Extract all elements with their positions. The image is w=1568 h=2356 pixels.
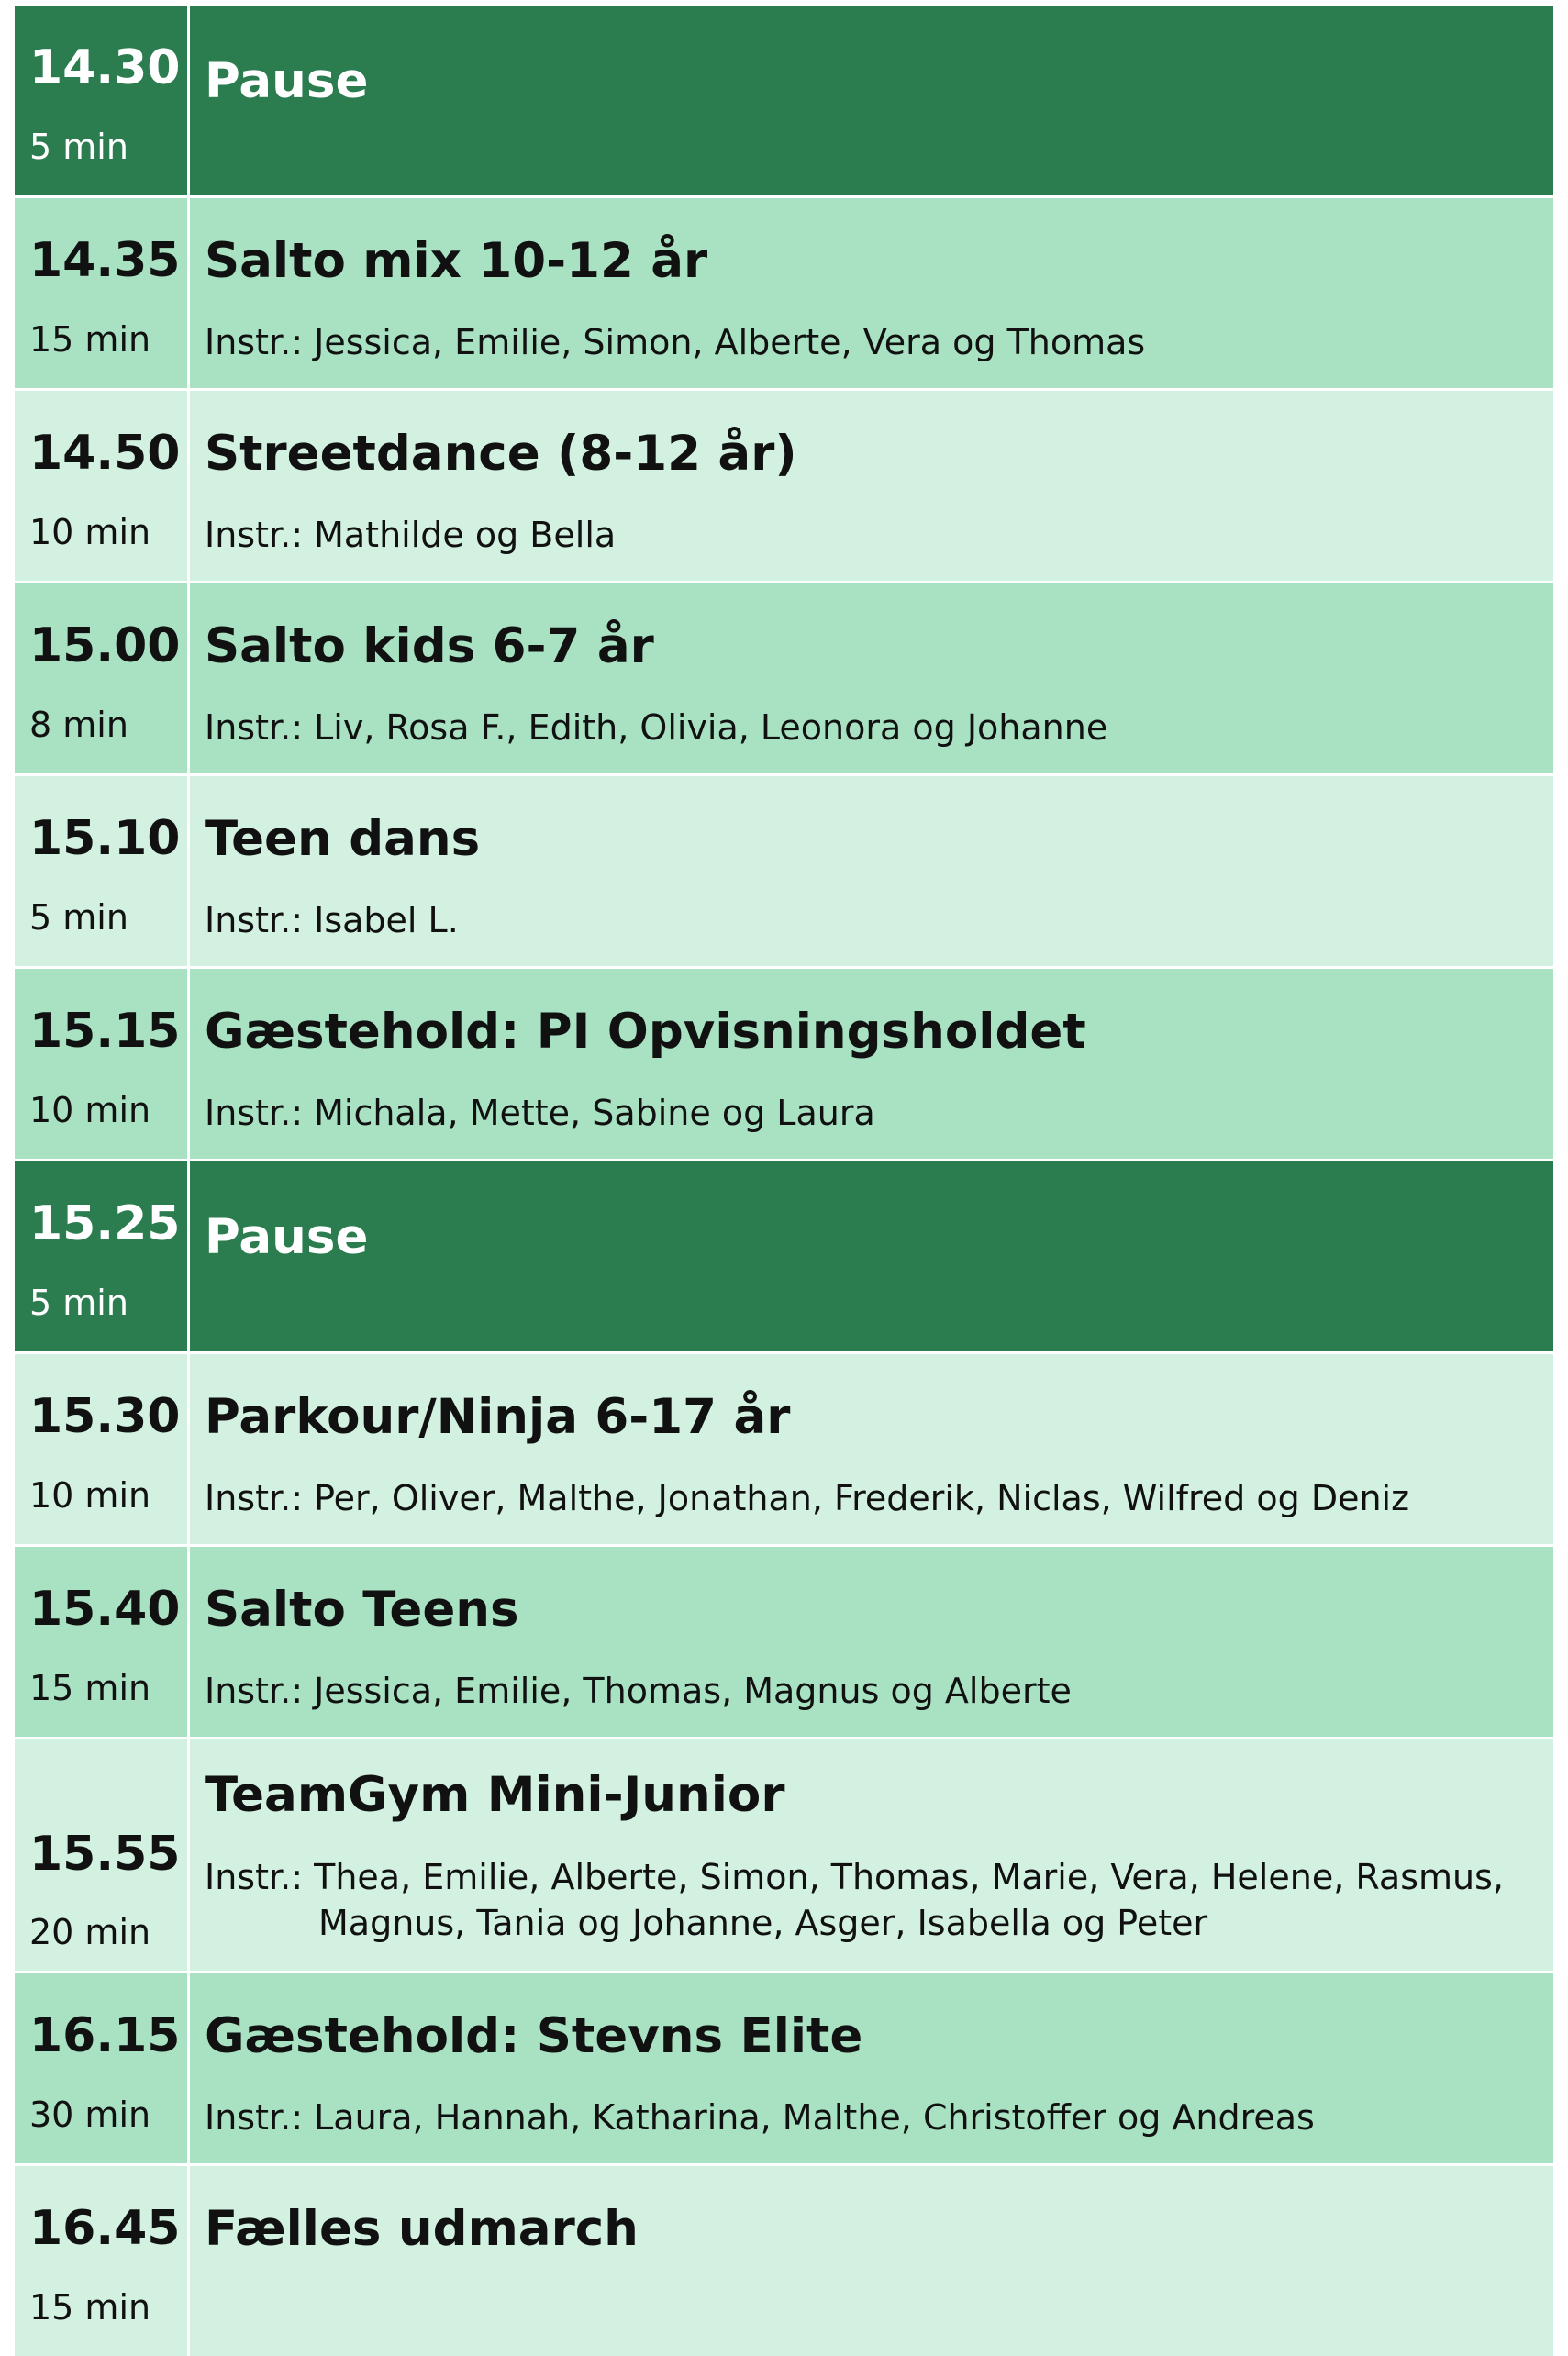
instructors-names: Jessica, Emilie, Thomas, Magnus og Alberte <box>314 1671 1072 1711</box>
start-time: 14.50 <box>29 426 181 481</box>
time-cell <box>15 583 187 773</box>
instructors <box>205 897 459 943</box>
instructors <box>205 1475 1409 1521</box>
schedule-row <box>15 1739 1553 1971</box>
event-cell <box>190 391 1553 581</box>
time-cell <box>15 1547 187 1737</box>
schedule-row-pause <box>15 6 1553 195</box>
time-cell <box>15 6 187 195</box>
time-cell <box>15 391 187 581</box>
program-schedule <box>15 6 1553 2356</box>
start-time: 15.10 <box>29 811 181 866</box>
event-title: Pause <box>205 1209 369 1265</box>
time-cell <box>15 1973 187 2163</box>
event-title: Streetdance (8-12 år) <box>205 426 797 482</box>
schedule-row <box>15 1547 1553 1737</box>
instructors-label: Instr.: <box>205 322 304 362</box>
event-title: Fælles udmarch <box>205 2201 639 2257</box>
start-time: 15.55 <box>29 1827 181 1882</box>
duration: 10 min <box>29 1475 151 1516</box>
event-cell <box>190 969 1553 1159</box>
instructors <box>205 1090 875 1136</box>
instructors-names: Laura, Hannah, Katharina, Malthe, Christoffer og Andreas <box>314 2097 1315 2138</box>
instructors <box>205 2095 1315 2140</box>
event-cell <box>190 1161 1553 1351</box>
time-cell <box>15 776 187 966</box>
duration: 5 min <box>29 897 128 938</box>
start-time: 15.00 <box>29 618 181 673</box>
event-cell <box>190 776 1553 966</box>
time-cell <box>15 1739 187 1971</box>
event-title: Parkour/Ninja 6-17 år <box>205 1389 791 1445</box>
instructors-label: Instr.: <box>205 900 304 940</box>
time-cell <box>15 969 187 1159</box>
instructors <box>205 705 1107 750</box>
instructors-label: Instr.: <box>205 1671 304 1711</box>
event-cell <box>190 2166 1553 2356</box>
time-cell <box>15 1161 187 1351</box>
start-time: 16.15 <box>29 2008 181 2063</box>
event-title: TeamGym Mini-Junior <box>205 1767 785 1823</box>
instructors-label: Instr.: <box>205 1093 304 1133</box>
event-cell <box>190 6 1553 195</box>
instructors-names: Jessica, Emilie, Simon, Alberte, Vera og Thomas <box>314 322 1146 362</box>
start-time: 15.15 <box>29 1004 181 1059</box>
instructors-names-continued: Magnus, Tania og Johanne, Asger, Isabella og Peter <box>318 1903 1208 1943</box>
duration: 20 min <box>29 1912 151 1952</box>
instructors-label: Instr.: <box>205 707 304 748</box>
schedule-row <box>15 969 1553 1159</box>
time-cell <box>15 2166 187 2356</box>
schedule-row <box>15 583 1553 773</box>
event-cell <box>190 198 1553 388</box>
event-cell <box>190 1973 1553 2163</box>
schedule-row-pause <box>15 1161 1553 1351</box>
duration: 8 min <box>29 705 128 745</box>
instructors-names: Liv, Rosa F., Edith, Olivia, Leonora og Johanne <box>314 707 1108 748</box>
start-time: 15.40 <box>29 1582 181 1637</box>
start-time: 14.35 <box>29 233 181 288</box>
event-title: Pause <box>205 53 369 109</box>
instructors-names: Thea, Emilie, Alberte, Simon, Thomas, Marie, Vera, Helene, Rasmus, <box>314 1857 1504 1897</box>
schedule-row <box>15 1354 1553 1544</box>
event-title: Teen dans <box>205 811 481 867</box>
time-cell <box>15 1354 187 1544</box>
time-cell <box>15 198 187 388</box>
schedule-row <box>15 198 1553 388</box>
start-time: 15.25 <box>29 1196 181 1251</box>
event-title: Gæstehold: PI Opvisningsholdet <box>205 1004 1086 1060</box>
start-time: 14.30 <box>29 40 181 95</box>
schedule-row <box>15 776 1553 966</box>
instructors <box>205 1854 1504 1946</box>
event-cell <box>190 583 1553 773</box>
instructors-names: Mathilde og Bella <box>314 515 617 555</box>
event-title: Salto Teens <box>205 1582 519 1638</box>
event-title: Gæstehold: Stevns Elite <box>205 2008 863 2064</box>
duration: 15 min <box>29 1668 151 1708</box>
instructors-names: Michala, Mette, Sabine og Laura <box>314 1093 875 1133</box>
schedule-row <box>15 1973 1553 2163</box>
event-title: Salto mix 10-12 år <box>205 233 708 289</box>
duration: 15 min <box>29 319 151 360</box>
instructors-label: Instr.: <box>205 1857 304 1897</box>
event-cell <box>190 1739 1553 1971</box>
instructors-label: Instr.: <box>205 2097 304 2138</box>
event-cell <box>190 1354 1553 1544</box>
duration: 5 min <box>29 1283 128 1323</box>
schedule-row <box>15 391 1553 581</box>
instructors-label: Instr.: <box>205 1478 304 1518</box>
instructors-label: Instr.: <box>205 515 304 555</box>
instructors-names: Per, Oliver, Malthe, Jonathan, Frederik, Niclas, Wilfred og Deniz <box>314 1478 1410 1518</box>
start-time: 16.45 <box>29 2201 181 2256</box>
event-cell <box>190 1547 1553 1737</box>
duration: 30 min <box>29 2095 151 2135</box>
instructors-names: Isabel L. <box>314 900 459 940</box>
schedule-row <box>15 2166 1553 2356</box>
event-title: Salto kids 6-7 år <box>205 618 654 674</box>
duration: 10 min <box>29 1090 151 1130</box>
instructors <box>205 512 616 558</box>
duration: 10 min <box>29 512 151 552</box>
start-time: 15.30 <box>29 1389 181 1444</box>
duration: 15 min <box>29 2287 151 2328</box>
instructors <box>205 319 1145 365</box>
duration: 5 min <box>29 127 128 167</box>
instructors <box>205 1668 1072 1714</box>
